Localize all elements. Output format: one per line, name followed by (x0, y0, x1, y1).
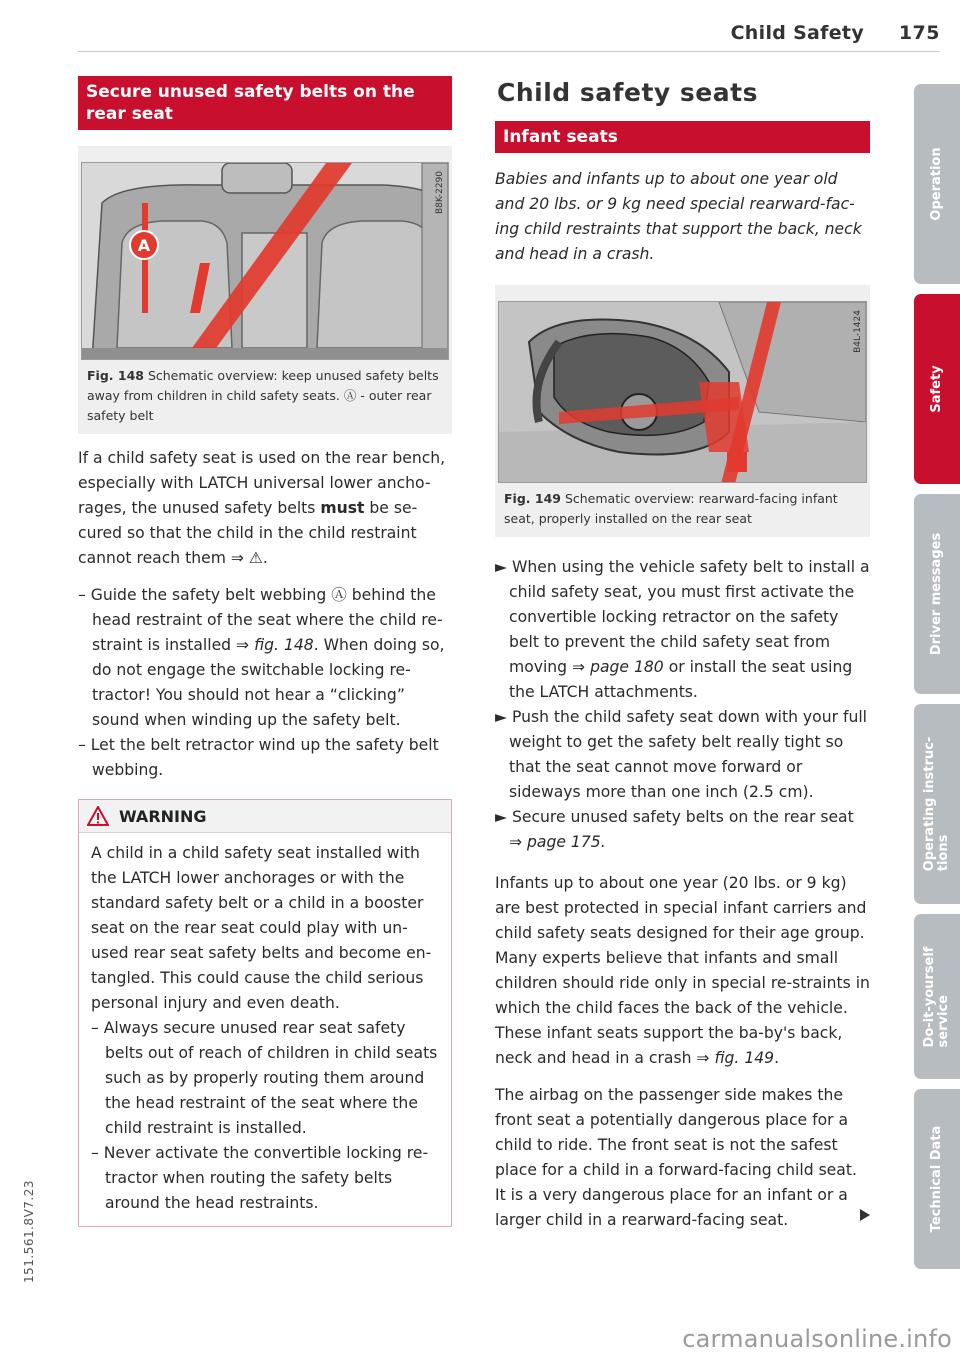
header-section-title: Child Safety (730, 22, 864, 44)
warning-item-1: – Always secure unused rear seat safety belts out of reach of children in child seats such as by properly routing them around the head restraint of the seat where the child restraint is installed. (91, 1019, 438, 1137)
left-paragraph-1-a: If a child safety seat is used on the rear bench, especially with LATCH universal lower ancho-rages, the unused safety belts (78, 449, 446, 517)
warning-header (79, 800, 451, 833)
tab-driver-messages[interactable] (914, 494, 960, 694)
bullet-1-b: or install the seat using the LATCH attachments. (509, 658, 853, 701)
figure-148-caption (81, 360, 449, 426)
tab-driver-messages-label: Driver messages (929, 532, 944, 656)
subsection-title-bar: Infant seats (495, 121, 870, 153)
tab-safety[interactable] (914, 294, 960, 484)
bullet-1-a: ► When using the vehicle safety belt to install a child safety seat, you must first activate the convertible locking retractor on the safety belt to prevent the child safety seat from moving ⇒ (495, 558, 870, 676)
bullet-2: ► Push the child safety seat down with your full weight to get the safety belt really tight so that the seat cannot move forward or sideways more than one inch (2.5 cm). (495, 708, 867, 801)
tab-safety-label: Safety (929, 365, 944, 413)
right-paragraph-1-b: . (774, 1049, 780, 1067)
bullet-3-a: ► Secure unused safety belts on the rear seat (495, 808, 854, 826)
bullet-3 (495, 805, 870, 855)
left-paragraph-1-bold: must (320, 499, 365, 517)
continue-arrow-icon (858, 1208, 872, 1222)
rear-seat-illustration (82, 163, 448, 360)
figure-149-label: Fig. 149 (504, 491, 561, 506)
tab-operation[interactable] (914, 84, 960, 284)
figure-148-code: B8K-2290 (435, 171, 445, 215)
tab-do-it-yourself-label: Do-it-yourself service (922, 946, 951, 1047)
warning-box (78, 799, 452, 1227)
right-paragraph-1-ref-link[interactable]: fig. 149 (714, 1049, 775, 1067)
left-paragraph-1 (78, 446, 452, 571)
tab-technical-data[interactable] (914, 1089, 960, 1269)
left-paragraph-1-b: be se-cured so that the child in the child restraint cannot reach them ⇒ ⚠. (78, 499, 418, 567)
intro-paragraph: Babies and infants up to about one year old and 20 lbs. or 9 kg need special rearward-fac-ing child restraints that support the back, neck and head in a crash. (495, 170, 862, 263)
step-1-ref-link[interactable]: fig. 148 (254, 636, 314, 654)
left-steps (78, 583, 452, 783)
step-2: – Let the belt retractor wind up the safety belt webbing. (78, 736, 439, 779)
figure-149-code: B4L-1424 (853, 310, 863, 353)
warning-label: WARNING (119, 806, 207, 826)
bullet-3-ref-link[interactable]: ⇒ page 175. (509, 833, 606, 851)
header-rule (78, 51, 940, 52)
tab-do-it-yourself[interactable] (914, 914, 960, 1079)
right-paragraph-1 (495, 871, 870, 1071)
bullet-1 (495, 555, 870, 705)
document-code: 151.561.8V7.23 (22, 1180, 36, 1283)
page-header (78, 22, 940, 52)
right-paragraph-1-a: Infants up to about one year (20 lbs. or 9 kg) are best protected in special infant carriers and child safety seats designed for their age group. Many experts believe that infants and small children should ride only in special re-straints in which the child faces the back of the vehicle. These infant seats support the ba-by's back, neck and head in a crash ⇒ (495, 874, 870, 1067)
belt-marker-label: A (137, 236, 151, 255)
warning-item-2: – Never activate the convertible locking re-tractor when routing the safety belts around the head restraints. (91, 1144, 429, 1212)
tab-operation-label: Operation (929, 147, 944, 221)
bullet-1-ref-link[interactable]: page 180 (590, 658, 664, 676)
tab-operating-instructions[interactable] (914, 704, 960, 904)
figure-149 (495, 285, 870, 537)
right-bullets (495, 555, 870, 855)
warning-triangle-icon (87, 806, 109, 826)
figure-149-caption-text: Schematic overview: rearward-facing infant seat, properly installed on the rear seat (504, 491, 838, 526)
step-1-a: – Guide the safety belt webbing Ⓐ behind the head restraint of the seat where the child re-straint is installed ⇒ (78, 586, 443, 654)
step-1 (78, 583, 452, 733)
figure-149-caption (498, 483, 867, 529)
left-column (78, 76, 452, 1227)
figure-148 (78, 146, 452, 434)
warning-body (79, 833, 451, 1226)
tab-operating-instructions-label: Operating instruc- tions (922, 736, 951, 872)
figure-148-label: Fig. 148 (87, 368, 144, 383)
figure-148-caption-text: Schematic overview: keep unused safety belts away from children in child safety seats. Ⓐ - outer rear safety belt (87, 368, 439, 423)
infant-seat-illustration (499, 302, 866, 483)
right-column (495, 76, 870, 1229)
figure-149-image (498, 301, 867, 483)
tab-technical-data-label: Technical Data (929, 1125, 944, 1233)
right-paragraph-2: The airbag on the passenger side makes the front seat a potentially dangerous place for a child to ride. The front seat is not the safest place for a child in a forward-facing child seat. It is a very dangerous place for an infant or a larger child in a rearward-facing seat. (495, 1086, 857, 1229)
page-number: 175 (898, 22, 940, 44)
step-1-b: . When doing so, do not engage the switchable locking re-tractor! You should not hear a “clicking” sound when winding up the safety belt. (92, 636, 445, 729)
chapter-heading: Child safety seats (497, 78, 758, 107)
section-title-bar: Secure unused safety belts on the rear seat (78, 76, 452, 130)
warning-text: A child in a child safety seat installed with the LATCH lower anchorages or with the standard safety belt or a child in a booster seat on the rear seat could play with un-used rear seat safety belts and become en-tangled. This could cause the child serious personal injury and even death. (91, 844, 432, 1012)
watermark: carmanualsonline.info (682, 1325, 952, 1353)
figure-148-image (81, 162, 449, 360)
